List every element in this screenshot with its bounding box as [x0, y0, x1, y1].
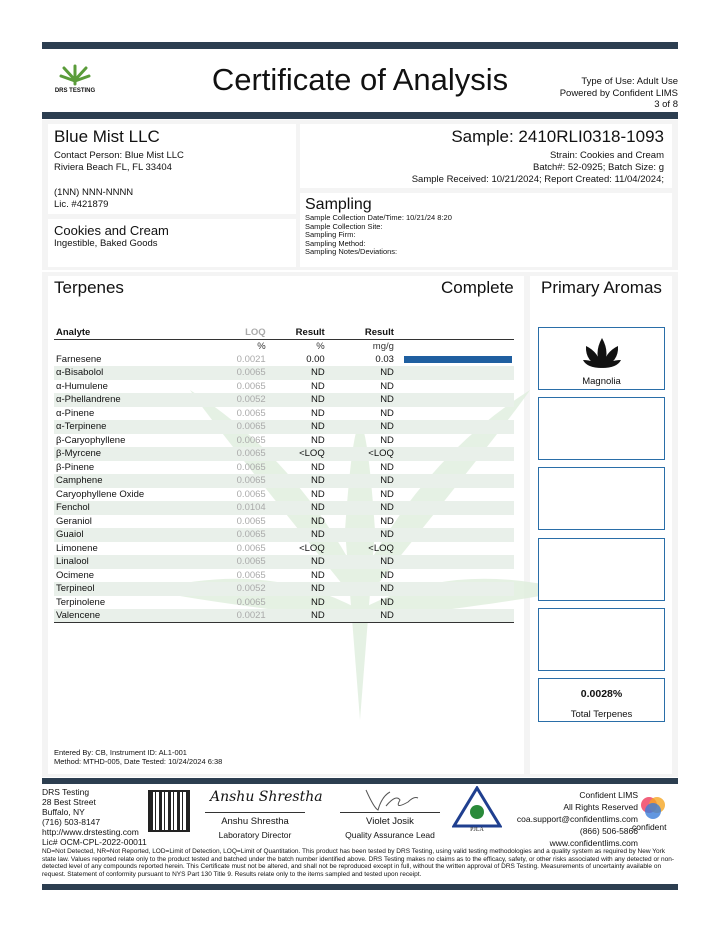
result-pct-cell: ND [310, 596, 325, 608]
sig2-title: Quality Assurance Lead [345, 830, 435, 840]
sampling-title: Sampling [305, 196, 372, 213]
result-mg-cell: ND [380, 407, 394, 419]
analyte-cell: β-Pinene [56, 461, 95, 473]
page-title: Certificate of Analysis [211, 62, 509, 97]
sampling-details: Sample Collection Date/Time: 10/21/24 8:20 Sample Collection Site: Sampling Firm: Sampling Method: Sampling Notes/Deviations: [305, 213, 452, 256]
sample-info: Strain: Cookies and Cream Batch#: 52-0925; Batch Size: g Sample Received: 10/21/2024; Report Created: 11/04/2024; [411, 150, 664, 185]
aroma-label: Magnolia [582, 376, 621, 387]
units-row: % % mg/g [257, 340, 394, 352]
powered-by: Powered by Confident LIMS [559, 87, 678, 99]
result-mg-cell: ND [380, 380, 394, 392]
table-row [54, 447, 514, 461]
result-mg-cell: ND [380, 488, 394, 500]
loq-cell: 0.0065 [236, 596, 266, 608]
loq-cell: 0.0052 [232, 582, 268, 596]
logo-text: DRS TESTING [54, 88, 96, 94]
loq-cell: 0.0065 [236, 434, 266, 446]
analyte-cell: Linalool [54, 555, 232, 569]
sig1-name: Anshu Shrestha [221, 816, 289, 827]
analyte-cell: Farnesene [56, 353, 102, 365]
analyte-cell: Caryophyllene Oxide [56, 488, 145, 500]
table-row [54, 569, 514, 583]
analyte-cell: Fenchol [54, 501, 232, 515]
total-terpenes-box [538, 678, 665, 722]
result-pct-cell: ND [268, 420, 327, 434]
result-mg-cell: ND [380, 434, 394, 446]
cannabis-leaf-icon [58, 62, 92, 86]
col-result-mg: Result [327, 327, 396, 339]
loq-cell: 0.0021 [232, 609, 268, 623]
loq-cell: 0.0065 [236, 407, 266, 419]
loq-cell: 0.0065 [236, 488, 266, 500]
loq-cell: 0.0065 [232, 420, 268, 434]
result-pct-cell: ND [310, 407, 325, 419]
result-mg-cell: ND [327, 555, 396, 569]
result-mg-cell: ND [380, 515, 394, 527]
header-bar [42, 112, 678, 119]
confident-logo-text: confident [632, 822, 667, 832]
terpene-table [54, 327, 514, 623]
status-complete: Complete [441, 278, 514, 297]
top-bar [42, 42, 678, 49]
table-row [54, 474, 514, 488]
result-pct-cell: ND [268, 366, 327, 380]
analyte-cell: Guaiol [54, 528, 232, 542]
table-row [54, 555, 514, 569]
confident-logo-icon [640, 796, 666, 820]
col-loq: LOQ [232, 327, 268, 339]
product-category: Ingestible, Baked Goods [54, 238, 158, 249]
result-mg-cell: ND [327, 420, 396, 434]
product-name: Cookies and Cream [54, 223, 169, 238]
analyte-cell: Terpineol [54, 582, 232, 596]
qr-code [148, 790, 190, 832]
result-pct-cell: 0.00 [306, 353, 325, 365]
result-pct-cell: ND [268, 393, 327, 407]
instrument-info: Entered By: CB, Instrument ID: AL1-001 Method: MTHD-005, Date Tested: 10/24/2024 6:38 [54, 748, 223, 766]
total-terpenes-value: 0.0028% [580, 688, 623, 700]
col-analyte: Analyte [54, 327, 232, 339]
table-row [54, 393, 514, 407]
bottom-bar [42, 884, 678, 890]
analyte-cell: Ocimene [56, 569, 95, 581]
result-mg-cell: ND [327, 393, 396, 407]
aroma-box-2 [538, 397, 665, 460]
result-pct-cell: ND [310, 380, 325, 392]
result-pct-cell: ND [310, 515, 325, 527]
table-row [54, 366, 514, 380]
result-mg-cell: ND [380, 569, 394, 581]
result-mg-cell: ND [327, 582, 396, 596]
table-row [54, 542, 514, 556]
table-row [54, 582, 514, 596]
result-mg-cell: ND [380, 596, 394, 608]
client-contact: Contact Person: Blue Mist LLC Riviera Beach FL, FL 33404 [54, 150, 184, 173]
loq-cell: 0.0065 [236, 461, 266, 473]
loq-cell: 0.0065 [232, 474, 268, 488]
result-pct-cell: ND [310, 488, 325, 500]
aroma-box-4 [538, 538, 665, 601]
table-row [54, 407, 514, 421]
sample-id: Sample: 2410RLI0318-1093 [451, 127, 664, 146]
analyte-cell: Limonene [56, 542, 98, 554]
result-pct-cell: ND [268, 609, 327, 623]
pjla-accreditation-icon [452, 786, 502, 832]
table-row [54, 420, 514, 434]
result-pct-cell: ND [268, 501, 327, 515]
loq-cell: 0.0021 [236, 353, 266, 365]
loq-cell: 0.0065 [232, 555, 268, 569]
analyte-cell: α-Terpinene [54, 420, 232, 434]
signature-1: Anshu Shrestha [210, 789, 323, 805]
analyte-cell: α-Bisabolol [54, 366, 232, 380]
result-mg-cell: 0.03 [375, 353, 394, 365]
analyte-cell: Geraniol [56, 515, 92, 527]
col-result-pct: Result [268, 327, 327, 339]
table-row [54, 515, 514, 529]
loq-cell: 0.0065 [236, 380, 266, 392]
analyte-cell: Camphene [54, 474, 232, 488]
result-mg-cell: ND [327, 609, 396, 623]
result-pct-cell: ND [268, 582, 327, 596]
disclaimer: ND=Not Detected, NR=Not Reported, LOD=Limit of Detection, LOQ=Limit of Quantitation. This product has been tested by DRS Testing, using valid testing methodologies and a quality system as required by New York state law. Values reported relate only to the product tested and batched under the batch number identified above. DRS Testing makes no claims as to the efficacy, safety, or other risks associated with any detected or non-detected level of any compounds reported herein. This Certificate must not be altered, and shall not be reproduced except in full, without the written approval of DRS Testing. Measurements of uncertainty available on request. Statement of conformity pursuant to NYS Part 130 Title 9. Results relate only to the items sampled and tested upon receipt. [42, 848, 675, 878]
loq-cell: 0.0065 [232, 528, 268, 542]
type-of-use: Type of Use: Adult Use [581, 76, 678, 87]
analyte-cell: β-Caryophyllene [56, 434, 126, 446]
confident-logo [640, 796, 666, 825]
analyte-cell: α-Pinene [56, 407, 95, 419]
signature-2 [360, 786, 424, 814]
loq-cell: 0.0065 [236, 569, 266, 581]
sig1-title: Laboratory Director [218, 830, 292, 840]
table-row [54, 488, 514, 502]
analyte-cell: α-Humulene [56, 380, 108, 392]
drs-logo [52, 62, 98, 94]
header-meta [560, 76, 678, 111]
result-mg-cell: ND [327, 474, 396, 488]
pjla-label: PJLA [470, 827, 484, 832]
footer-bar [42, 778, 678, 784]
lab-info: DRS Testing 28 Best Street Buffalo, NY (716) 503-8147 http://www.drstesting.com Lic# OCM-CPL-2022-00011 [42, 787, 147, 847]
table-row [54, 609, 514, 623]
aroma-box-3 [538, 467, 665, 530]
aroma-box-1 [538, 327, 665, 390]
loq-cell: 0.0065 [236, 515, 266, 527]
table-row [54, 461, 514, 475]
analyte-cell: β-Myrcene [54, 447, 232, 461]
table-row [54, 434, 514, 448]
loq-cell: 0.0065 [236, 542, 266, 554]
loq-cell: 0.0104 [232, 501, 268, 515]
result-pct-cell: ND [268, 528, 327, 542]
analyte-cell: Terpinolene [56, 596, 106, 608]
result-mg-cell: <LOQ [327, 447, 396, 461]
result-pct-cell: ND [310, 434, 325, 446]
analyte-cell: Valencene [54, 609, 232, 623]
result-pct-cell: <LOQ [299, 542, 325, 554]
table-row [54, 501, 514, 515]
aroma-box-5 [538, 608, 665, 671]
result-mg-cell: ND [327, 366, 396, 380]
table-row [54, 596, 514, 610]
table-row [54, 353, 514, 367]
result-pct-cell: ND [268, 555, 327, 569]
table-row [54, 380, 514, 394]
terpenes-title: Terpenes [54, 278, 124, 297]
result-mg-cell: ND [327, 528, 396, 542]
sig2-name: Violet Josik [366, 816, 414, 827]
analyte-cell: α-Phellandrene [54, 393, 232, 407]
result-pct-cell: ND [310, 461, 325, 473]
loq-cell: 0.0065 [232, 366, 268, 380]
result-mg-cell: <LOQ [368, 542, 394, 554]
result-pct-cell: ND [268, 474, 327, 488]
magnolia-icon [583, 336, 621, 370]
result-pct-cell: <LOQ [268, 447, 327, 461]
page-number: 3 of 8 [654, 99, 678, 110]
result-bar [404, 356, 512, 363]
primary-aromas-title: Primary Aromas [541, 278, 662, 297]
result-mg-cell: ND [380, 461, 394, 473]
client-name: Blue Mist LLC [54, 127, 160, 146]
loq-cell: 0.0065 [232, 447, 268, 461]
table-row [54, 528, 514, 542]
loq-cell: 0.0052 [232, 393, 268, 407]
total-terpenes-label: Total Terpenes [570, 709, 633, 720]
result-pct-cell: ND [310, 569, 325, 581]
result-mg-cell: ND [327, 501, 396, 515]
confident-info: Confident LIMS All Rights Reserved coa.support@confidentlims.com (866) 506-5866 www.confidentlims.com [516, 790, 638, 848]
client-license: (1NN) NNN-NNNN Lic. #421879 [54, 187, 134, 210]
